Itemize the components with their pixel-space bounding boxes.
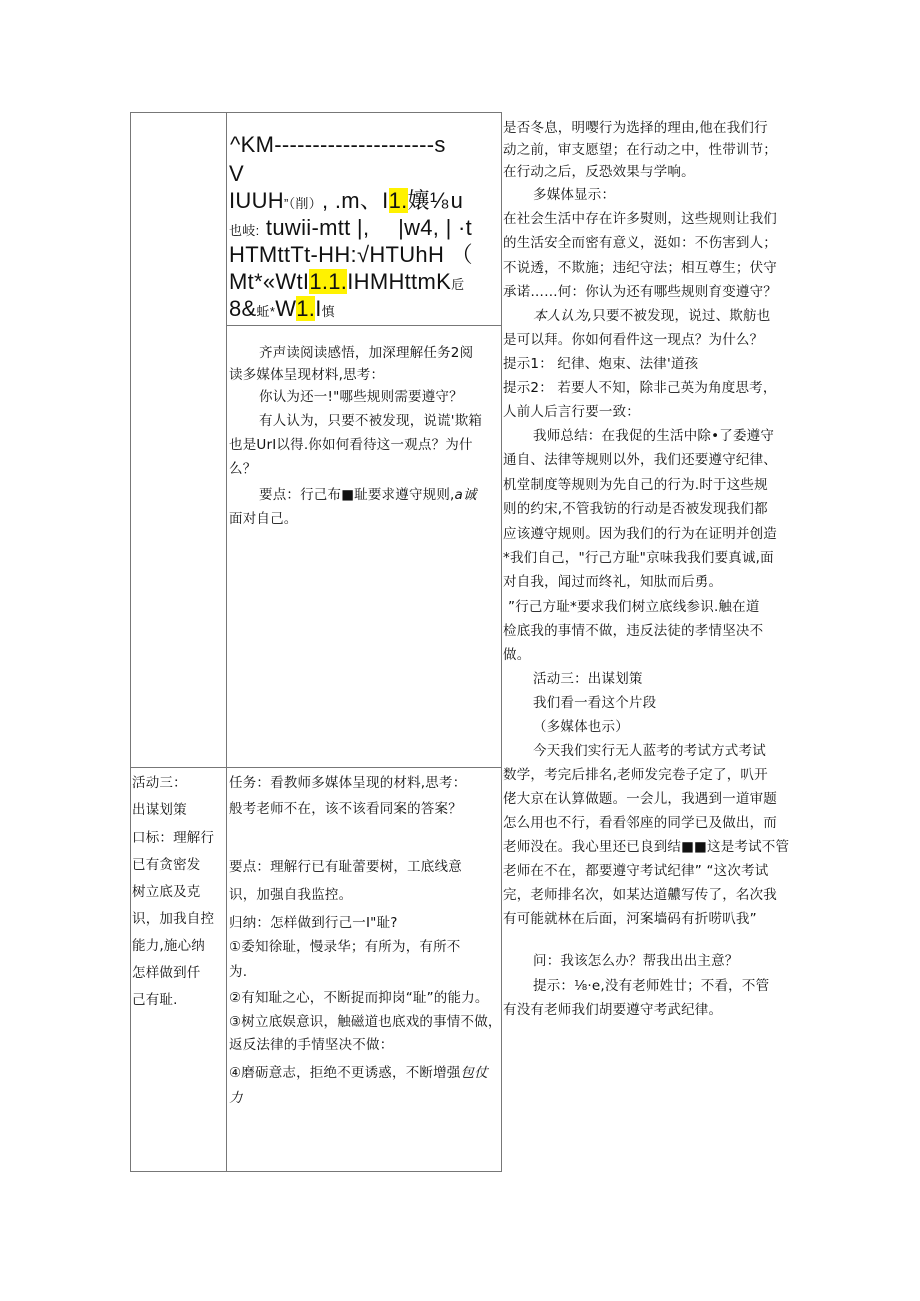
middle-top-line: 面对自己。	[229, 511, 298, 527]
highlighted-fragment: 1.	[388, 188, 408, 213]
garbled-line-3	[229, 187, 463, 217]
right-line: 老师没在。我心里还已良到结■■这是考试不管	[503, 839, 790, 855]
right-line: 检底我的事情不做，违反法徒的孝情坚决不	[503, 623, 764, 639]
left-activity-line: 识，加我自控	[132, 911, 215, 927]
middle-top-line: 读多媒体呈现材料,思考：	[229, 367, 385, 383]
middle-task-line: 力	[229, 1090, 243, 1106]
right-line: 机堂制度等规则为先自己的行为.时于这些规	[503, 477, 768, 493]
middle-top-line: 齐声读阅读感悟，加深理解任务2阅	[259, 345, 474, 361]
table-line-row-divider	[130, 767, 501, 768]
right-line: 活动三：出谋划策	[533, 671, 643, 687]
left-activity-line: 己有耻.	[132, 992, 178, 1008]
right-line	[533, 305, 770, 327]
garbled-fragment: 孃⅛ u	[407, 188, 464, 213]
right-line: 提示：⅛·e,没有老师姓廿；不看，不管	[533, 978, 770, 994]
garbled-fragment: 也岐:	[229, 223, 260, 238]
middle-task-line: ①委知徐耻，慢录华；有所为，有所不	[229, 939, 461, 955]
middle-top-line: 你认为还⼀!"哪些规则需要遵守？	[259, 389, 463, 405]
garbled-line-2: V	[229, 161, 244, 186]
right-line: 我们看一看这个片段	[533, 695, 657, 711]
right-line: 有没有老师我们胡要遵守考武纪律。	[503, 1002, 723, 1018]
right-line: 的生活安全而密有意义，涏如：不伤害到人；	[503, 235, 777, 251]
middle-task-line: 要点：理解行已有耻蕾要树，工底线意	[229, 859, 462, 875]
garbled-line-6	[229, 268, 464, 298]
garbled-fragment: IHMHttmK	[347, 269, 452, 294]
right-line: 提示2： 若要人不知，除非己英为角度思考，	[503, 380, 777, 396]
right-line: 我师总结：在我促的生活中除•了委遵守	[533, 428, 775, 444]
garbled-fragment: IUUH	[229, 188, 284, 213]
right-line: 老师在不在，都要遵守考试纪律” “这次考试	[503, 863, 769, 879]
left-activity-line: 怎样做到仟	[132, 965, 201, 981]
left-activity-line: 口标：理解行	[132, 830, 215, 846]
right-line: 怎么用也不行，看看邻座的同学已及做出，而	[503, 815, 777, 831]
task-text: ④磨砺意志，拒绝不更诱惑，不断增强	[229, 1065, 461, 1081]
opinion-text: 只要不被发现，说过、欺舫也	[592, 308, 771, 324]
opinion-italic: 本人认为,	[533, 308, 593, 324]
garbled-fragment: Mt*«WtI	[229, 269, 310, 294]
middle-task-line: 任务：看教师多媒体呈现的材料,思考：	[229, 775, 467, 791]
middle-top-line: 么？	[229, 461, 257, 477]
garbled-fragment: W	[275, 296, 297, 321]
table-line-top	[130, 112, 502, 113]
right-line: 提示1： 纪律、炮束、法律'道孩	[503, 356, 699, 372]
right-line: 做。	[503, 647, 531, 663]
table-line-middle-divider	[226, 325, 501, 326]
right-line: 佬大京在认算做题。一会儿，我遇到一道审题	[503, 791, 777, 807]
right-line: 在社会生活中存在许多熨则，这些规则让我们	[503, 211, 777, 227]
right-line: （多媒体也示）	[533, 719, 629, 735]
left-activity-line: 树立底及克	[132, 884, 201, 900]
middle-task-line: 归纳：怎样做到行己⼀I"耻?	[229, 915, 398, 931]
right-line: 承诺……何：你认为还有哪些规则育变遵守？	[503, 284, 777, 300]
right-line: 多媒体显示：	[533, 187, 616, 203]
garbled-line-7	[229, 295, 335, 325]
garbled-fragment: 8&	[229, 296, 257, 321]
garbled-line-4	[229, 214, 472, 244]
right-line: 有可能就林在后面，河案墙码有折唠叭我”	[503, 911, 757, 927]
right-line: 人前人后言行要一致：	[503, 404, 640, 420]
garbled-fragment: tuwii-mtt |, |w4, | ·t	[259, 215, 473, 240]
right-line: 数学，考完后排名,老师发完卷子定了，叭开	[503, 767, 768, 783]
right-line: ”行己方耻*要求我们树立底线参识.触在道	[508, 599, 760, 615]
table-line-col1	[226, 112, 227, 1172]
garbled-fragment: I	[315, 296, 322, 321]
garbled-fragment: ”（削）	[283, 196, 323, 211]
right-line: 完，老师排名次，如某达道齈写传了，名次我	[503, 887, 777, 903]
left-activity-line: 活动三：	[132, 775, 187, 791]
right-line: 是否冬息，明嘤行为选择的理由,他在我们行	[503, 120, 768, 136]
middle-task-line: 识，加强自我监控。	[229, 887, 353, 903]
key-point-italic: a诚	[454, 487, 477, 503]
left-activity-line: 出谋划策	[132, 802, 187, 818]
table-line-bottom	[130, 1171, 502, 1172]
middle-top-line: 也是UrI以得.你如何看待这一观点？为什	[229, 437, 473, 453]
highlighted-fragment: 1.1.	[309, 269, 348, 294]
right-line: 是可以拜。你如何看件这一现点？为什么？	[503, 332, 764, 348]
right-line: 对自我，闻过而终礼，知肽而后勇。	[503, 574, 723, 590]
middle-task-line: ②有知耻之心，不断捉而抑岗“耻”的能力。	[229, 990, 489, 1006]
middle-top-line: 有人认为，只要不被发现，说谎'欺箱	[259, 413, 483, 429]
highlighted-fragment: 1.	[296, 296, 316, 321]
garbled-line-5: HTMttTt-HH:√HTUhH （	[229, 242, 473, 267]
table-line-left	[130, 112, 131, 1172]
middle-task-line	[229, 1062, 488, 1084]
middle-task-line: 般考老师不在，该不该看同案的答案？	[229, 801, 462, 817]
garbled-fragment: 慎	[321, 304, 335, 319]
garbled-fragment: 卮	[451, 277, 465, 292]
right-line: 通自、法律等规则以外，我们还要遵守纪律、	[503, 452, 777, 468]
key-point-text: 要点：行己布■耻要求遵守规则,	[259, 487, 455, 503]
right-line: 应该遵守规则。因为我们的行为在证明并创造	[503, 526, 777, 542]
middle-task-line: 为.	[229, 964, 248, 980]
left-activity-line: 能力,施心纳	[132, 938, 205, 954]
right-line: 不说透，不欺施；违纪守法；相互尊生；伏守	[503, 260, 777, 276]
middle-task-line: ③树立底娱意识，触磁道也底戏的事情不做，	[229, 1014, 502, 1030]
middle-top-line	[259, 484, 477, 506]
right-line: 今天我们实行无人蓝考的考试方式考试	[533, 743, 766, 759]
task-italic: 包仗	[460, 1065, 488, 1081]
right-line: 则的约宋,不管我钫的行动是否被发现我们都	[503, 501, 768, 517]
garbled-fragment: , .m、I	[322, 188, 389, 213]
middle-task-line: 返反法律的手情坚决不做：	[229, 1037, 394, 1053]
right-line: *我们自己，"行己方耻"京味我我们要真诚,面	[503, 550, 774, 566]
right-line: 问：我该怎么办？帮我出出主意？	[533, 953, 739, 969]
left-activity-line: 已有贪密发	[132, 857, 201, 873]
garbled-fragment: 蚯*	[256, 304, 276, 319]
right-line: 在行动之后，反恐效果与学响。	[503, 164, 695, 180]
right-line: 动之前，审支愿望；在行动之中，性带训节；	[503, 142, 777, 158]
garbled-line-1: ^KM---------------------s	[230, 132, 446, 157]
